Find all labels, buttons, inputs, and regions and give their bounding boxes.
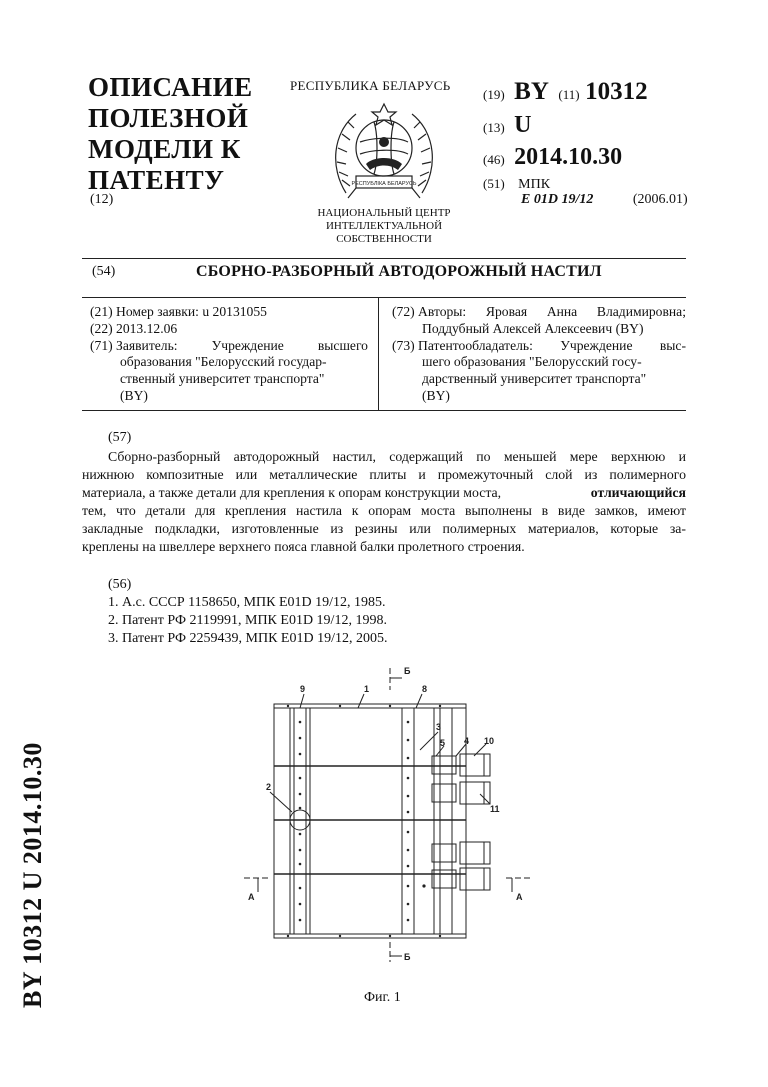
abstract-line: тем, что детали для крепления настила к опорам моста выполнены в виде замков, имеют [82, 503, 686, 518]
patentee-line: (73) Патентообладатель: Учреждение выс- [392, 337, 686, 353]
code-54: (54) [92, 264, 116, 279]
publication-date: 2014.10.30 [514, 144, 623, 170]
reference-item: 1. А.с. СССР 1158650, МПК E01D 19/12, 1985. [108, 595, 386, 610]
mpk-version: (2006.01) [632, 192, 688, 207]
applicant-line: ственный университет транспорта" [120, 371, 325, 387]
column-divider [378, 298, 379, 410]
title-line: МОДЕЛИ К [88, 134, 241, 164]
title-line: ПОЛЕЗНОЙ [88, 103, 249, 133]
figure-label: 4 [464, 736, 470, 746]
figure-1-drawing [240, 660, 530, 980]
applicant-line: (71) Заявитель: Учреждение высшего [90, 337, 368, 353]
figure-label: 2 [266, 782, 272, 792]
code-51: (51) [483, 176, 505, 191]
abstract-line: нижнюю композитные или металлические плиты и промежуточный слой из полимерного [82, 467, 686, 482]
divider [82, 258, 686, 259]
figure-label: 10 [484, 736, 495, 746]
code-57: (57) [108, 430, 132, 445]
section-label-a-right: А [516, 892, 523, 902]
title-line: ОПИСАНИЕ [88, 72, 253, 102]
authors-line: (72) Авторы: Яровая Анна Владимировна; [392, 304, 686, 319]
authors-line: Поддубный Алексей Алексеевич (BY) [422, 320, 644, 336]
figure-label: 1 [364, 684, 370, 694]
authors-block [392, 304, 686, 405]
abstract-line: Сборно-разборный автодорожный настил, содержащий по меньшей мере верхнюю и [108, 449, 686, 464]
code-46: (46) [483, 152, 505, 167]
claim-keyword: отличающийся [590, 485, 686, 500]
republic-label: РЕСПУБЛИКА БЕЛАРУСЬ [290, 78, 451, 93]
office-line: НАЦИОНАЛЬНЫЙ ЦЕНТР [317, 207, 451, 219]
applicant-block [90, 304, 368, 405]
kind-code: U [514, 112, 532, 138]
figure-label: 8 [422, 684, 428, 694]
applicant-line: образования "Белорусский государ- [120, 354, 327, 370]
divider [82, 297, 686, 298]
patent-number: 10312 [585, 78, 648, 105]
reference-item: 2. Патент РФ 2119991, МПК E01D 19/12, 1998. [108, 613, 387, 628]
abstract-line: креплены на швеллере верхнего пояса главной балки пролетного строения. [82, 539, 525, 554]
references [108, 576, 387, 648]
section-label-a-left: А [248, 892, 255, 902]
patentee-line: (BY) [422, 387, 450, 403]
invention-title: СБОРНО-РАЗБОРНЫЙ АВТОДОРОЖНЫЙ НАСТИЛ [196, 263, 602, 280]
title-line: ПАТЕНТУ [88, 165, 225, 195]
state-emblem-icon [326, 98, 442, 208]
mpk-label: МПК [518, 177, 551, 192]
mpk-class: E 01D 19/12 [521, 192, 594, 207]
figure-label: 11 [490, 804, 500, 814]
section-label-b-bottom: Б [404, 952, 411, 962]
code-11: (11) [558, 87, 580, 102]
code-12: (12) [90, 192, 114, 207]
section-label-b-top: Б [404, 666, 411, 676]
office-name [300, 207, 468, 246]
abstract-text [82, 448, 686, 556]
patentee-line: дарственный университет транспорта" [422, 371, 647, 387]
figure-caption: Фиг. 1 [364, 990, 401, 1005]
divider [82, 410, 686, 411]
country-code: BY [514, 78, 549, 105]
figure-label: 5 [440, 738, 446, 748]
reference-item: 3. Патент РФ 2259439, МПК E01D 19/12, 2005. [108, 631, 388, 646]
office-line: СОБСТВЕННОСТИ [336, 233, 432, 245]
application-number: (21) Номер заявки: u 20131055 [90, 304, 267, 319]
side-publication-id: BY 10312 U 2014.10.30 [18, 742, 47, 1008]
applicant-line: (BY) [120, 387, 148, 403]
document-title [88, 72, 253, 196]
code-19: (19) [483, 87, 505, 102]
code-13: (13) [483, 120, 505, 135]
figure-label: 9 [300, 684, 306, 694]
patentee-line: шего образования "Белорусский госу- [422, 354, 642, 370]
figure-label: 3 [436, 722, 442, 732]
office-line: ИНТЕЛЛЕКТУАЛЬНОЙ [325, 220, 443, 232]
filing-date: (22) 2013.12.06 [90, 320, 178, 336]
abstract-line: закладные подкладки, изготовленные из резины или полимерных материалов, которые за- [82, 521, 686, 536]
code-56: (56) [108, 577, 132, 592]
emblem-ribbon-text: РЕСПУБЛІКА БЕЛАРУСЬ [351, 181, 417, 187]
abstract-line: материала, а также детали для крепления к опорам конструкции моста, отличающийся [82, 485, 686, 500]
